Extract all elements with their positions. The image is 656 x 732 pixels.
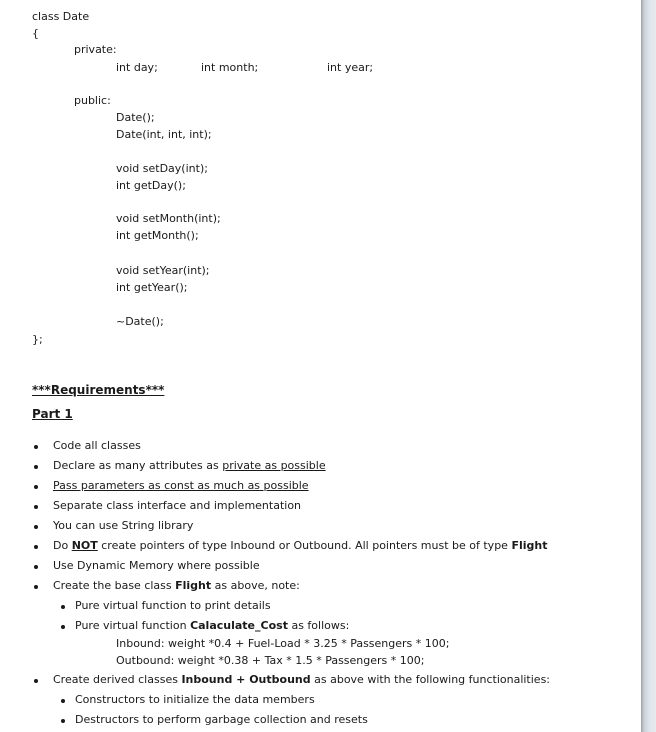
bullet-dot — [34, 585, 38, 589]
bullet-dot — [34, 545, 38, 549]
get-day-decl: int getDay(); — [116, 179, 186, 192]
bullet-dot — [34, 565, 38, 569]
part-heading: Part 1 — [32, 407, 73, 421]
req-separate-interface: Separate class interface and implementation — [53, 499, 302, 512]
sub-bullet-dot — [61, 605, 65, 609]
default-constructor: Date(); — [116, 111, 155, 124]
window-side-border — [641, 0, 656, 732]
bullet-dot — [34, 679, 38, 683]
set-year-decl: void setYear(int); — [116, 264, 210, 277]
get-year-decl: int getYear(); — [116, 281, 188, 294]
private-label: private: — [74, 43, 117, 56]
inbound-formula: Inbound: weight *0.4 + Fuel-Load * 3.25 * Passengers * 100; — [116, 637, 450, 650]
get-month-decl: int getMonth(); — [116, 229, 199, 242]
set-day-decl: void setDay(int); — [116, 162, 208, 175]
req-code-classes: Code all classes — [53, 439, 141, 452]
req-base-class: Create the base class Flight as above, note: — [53, 579, 300, 592]
public-label: public: — [74, 94, 111, 107]
bullet-dot — [34, 485, 38, 489]
req-calculate-cost: Pure virtual function Calaculate_Cost as follows: — [75, 619, 350, 632]
bullet-dot — [34, 525, 38, 529]
req-dynamic-memory: Use Dynamic Memory where possible — [53, 559, 260, 572]
bullet-dot — [34, 465, 38, 469]
open-brace: { — [32, 27, 39, 40]
class-declaration: class Date — [32, 10, 90, 23]
req-string-library: You can use String library — [53, 519, 194, 532]
destructor-decl: ~Date(); — [116, 315, 164, 328]
close-brace: }; — [32, 333, 43, 346]
sub-bullet-dot — [61, 699, 65, 703]
sub-bullet-dot — [61, 625, 65, 629]
req-derived-classes: Create derived classes Inbound + Outbound as above with the following functionalities: — [53, 673, 551, 686]
req-private-attributes: Declare as many attributes as private as possible — [53, 459, 326, 472]
req-destructors: Destructors to perform garbage collection and resets — [75, 713, 368, 726]
set-month-decl: void setMonth(int); — [116, 212, 221, 225]
param-constructor: Date(int, int, int); — [116, 128, 212, 141]
outbound-formula: Outbound: weight *0.38 + Tax * 1.5 * Passengers * 100; — [116, 654, 425, 667]
req-pointer-types: Do NOT create pointers of type Inbound or Outbound. All pointers must be of type Flight — [53, 539, 548, 552]
field-day: int day; — [116, 61, 158, 74]
bullet-dot — [34, 445, 38, 449]
req-print-details: Pure virtual function to print details — [75, 599, 271, 612]
bullet-dot — [34, 505, 38, 509]
field-month: int month; — [201, 61, 259, 74]
req-const-params: Pass parameters as const as much as possible — [53, 479, 309, 492]
req-constructors: Constructors to initialize the data members — [75, 693, 315, 706]
field-year: int year; — [327, 61, 374, 74]
sub-bullet-dot — [61, 719, 65, 723]
requirements-heading: ***Requirements*** — [32, 383, 165, 397]
